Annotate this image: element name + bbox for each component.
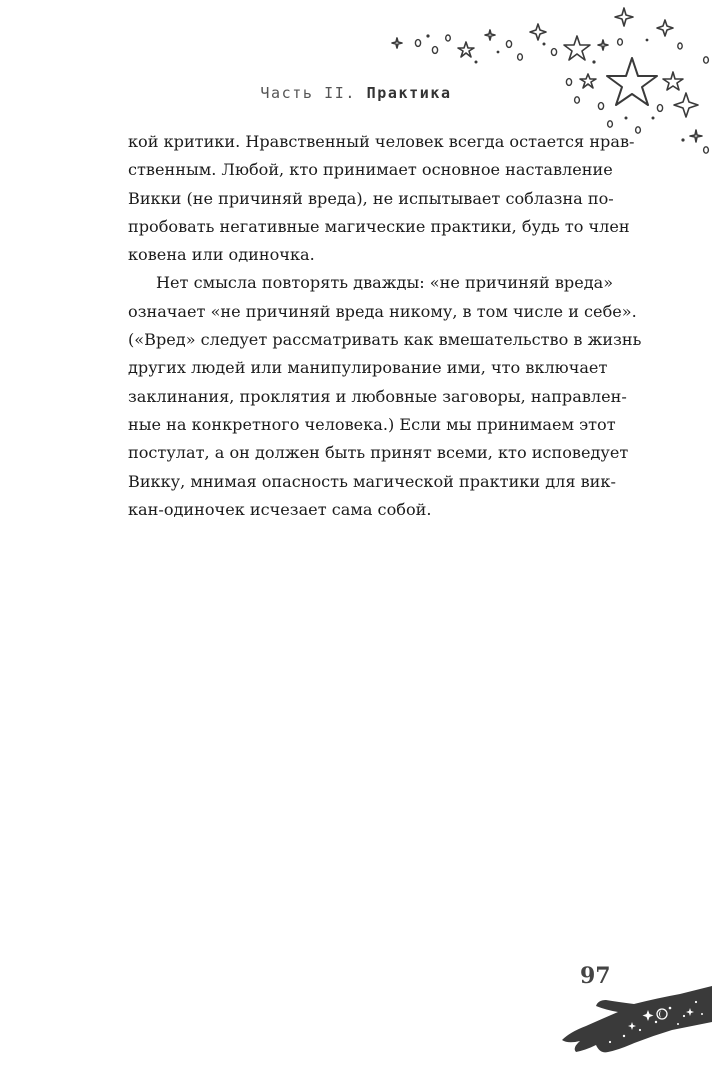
hand-icon [560,978,712,1060]
text-line: ковена или одиночка. [128,245,315,265]
text-line: кан-одиночек исчезает сама собой. [128,499,432,519]
text-line: Викки (не причиняй вреда), не испытывает соблазна по- [128,188,614,208]
page-number: 97 [580,963,611,989]
paragraph-1 [128,128,635,269]
running-head [0,84,712,102]
text-line: Викку, мнимая опасность магической практики для вик- [128,471,616,491]
text-line: пробовать негативные магические практики, будь то член [128,216,630,236]
text-line: кой критики. Нравственный человек всегда остается нрав- [128,132,635,151]
text-line: ственным. Любой, кто принимает основное наставление [128,160,613,180]
text-line: постулат, а он должен быть принят всеми, кто исповедует [128,443,629,463]
text-line: других людей или манипулирование ими, что включает [128,358,608,378]
running-head-title: Практика [366,84,452,102]
text-line: ные на конкретного человека.) Если мы принимаем этот [128,414,616,434]
text-line: означает «не причиняй вреда никому, в том числе и себе». [128,301,637,321]
text-line: заклинания, проклятия и любовные заговоры, направлен- [128,386,627,406]
page-body [128,128,642,524]
running-head-part: Часть II. [260,84,356,102]
paragraph-2 [128,269,642,524]
text-line: («Вред» следует рассматривать как вмешательство в жизнь [128,330,642,350]
text-line: Нет смысла повторять дважды: «не причиняй вреда» [156,273,614,293]
